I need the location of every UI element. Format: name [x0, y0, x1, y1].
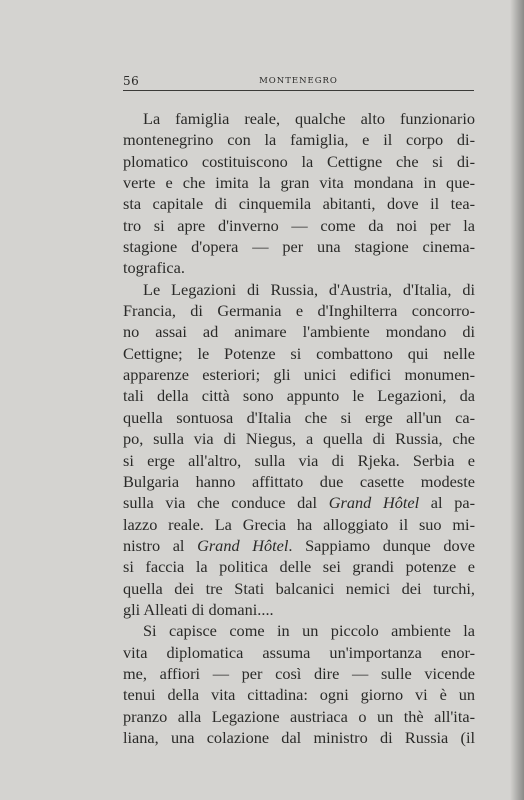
text-line: quella dei tre Stati balcanici nemici dei turchi, [123, 578, 475, 598]
italic-term: Grand Hôtel [197, 535, 289, 555]
page-header [123, 72, 474, 91]
text-line: stagione d'opera — per una stagione cinema- [123, 237, 475, 257]
text-line: plomatico costituiscono la Cettigne che si di- [123, 151, 475, 171]
text-line: liana, una colazione dal ministro di Russia (il [123, 727, 475, 747]
text-line: lazzo reale. La Grecia ha alloggiato il suo mi- [123, 514, 475, 534]
text-line: apparenze esteriori; gli unici edifici monumen- [123, 365, 475, 385]
paragraph-3 [123, 620, 475, 748]
text-line: po, sulla via di Niegus, a quella di Russia, che [123, 429, 475, 449]
running-head: MONTENEGRO [259, 76, 338, 86]
text-line: verte e che imita la gran vita mondana in que- [123, 173, 475, 193]
text-line: Si capisce come in un piccolo ambiente la [143, 621, 475, 641]
text-line: Cettigne; le Potenze si combattono qui nelle [123, 343, 475, 363]
text-line: Le Legazioni di Russia, d'Austria, d'Italia, di [143, 279, 475, 299]
page-number: 56 [123, 74, 140, 88]
text-line: Bulgaria hanno affittato due casette modeste [123, 471, 475, 491]
paragraph-2 [123, 279, 475, 621]
text-line: La famiglia reale, qualche alto funzionario [143, 109, 475, 128]
text-line: sulla via che conduce dal Grand Hôtel al pa- [123, 493, 476, 513]
text-line: Francia, di Germania e d'Inghilterra concorro- [123, 301, 475, 321]
body-text [123, 108, 475, 748]
text-line: no assai ad animare l'ambiente mondano di [123, 322, 475, 342]
text-line: quella sontuosa d'Italia che si erge all'un ca- [123, 407, 475, 427]
text-line: tografica. [123, 258, 185, 278]
text-line: tro si apre d'inverno — come da noi per la [123, 215, 475, 235]
text-line: pranzo alla Legazione austriaca o un thè all'ita- [123, 706, 475, 726]
text-line: tali della città sono appunto le Legazioni, da [123, 386, 475, 406]
text-line: sta capitale di cinquemila abitanti, dove il tea- [123, 194, 475, 214]
text-line: gli Alleati di domani.... [123, 599, 274, 619]
text-line: montenegrino con la famiglia, e il corpo di- [123, 130, 475, 150]
text-line: si faccia la politica delle sei grandi potenze e [123, 557, 475, 577]
text-line: si erge all'altro, sulla via di Rjeka. Serbia e [123, 450, 475, 470]
text-line: nistro al Grand Hôtel. Sappiamo dunque dove [123, 535, 475, 555]
paragraph-1 [123, 108, 475, 279]
text-line: vita diplomatica assuma un'importanza enor- [123, 642, 475, 662]
text-line: tenui della vita cittadina: ogni giorno vi è un [123, 685, 475, 705]
text-line: me, affiori — per così dire — sulle vicende [123, 663, 475, 683]
italic-term: Grand Hôtel [328, 493, 420, 513]
